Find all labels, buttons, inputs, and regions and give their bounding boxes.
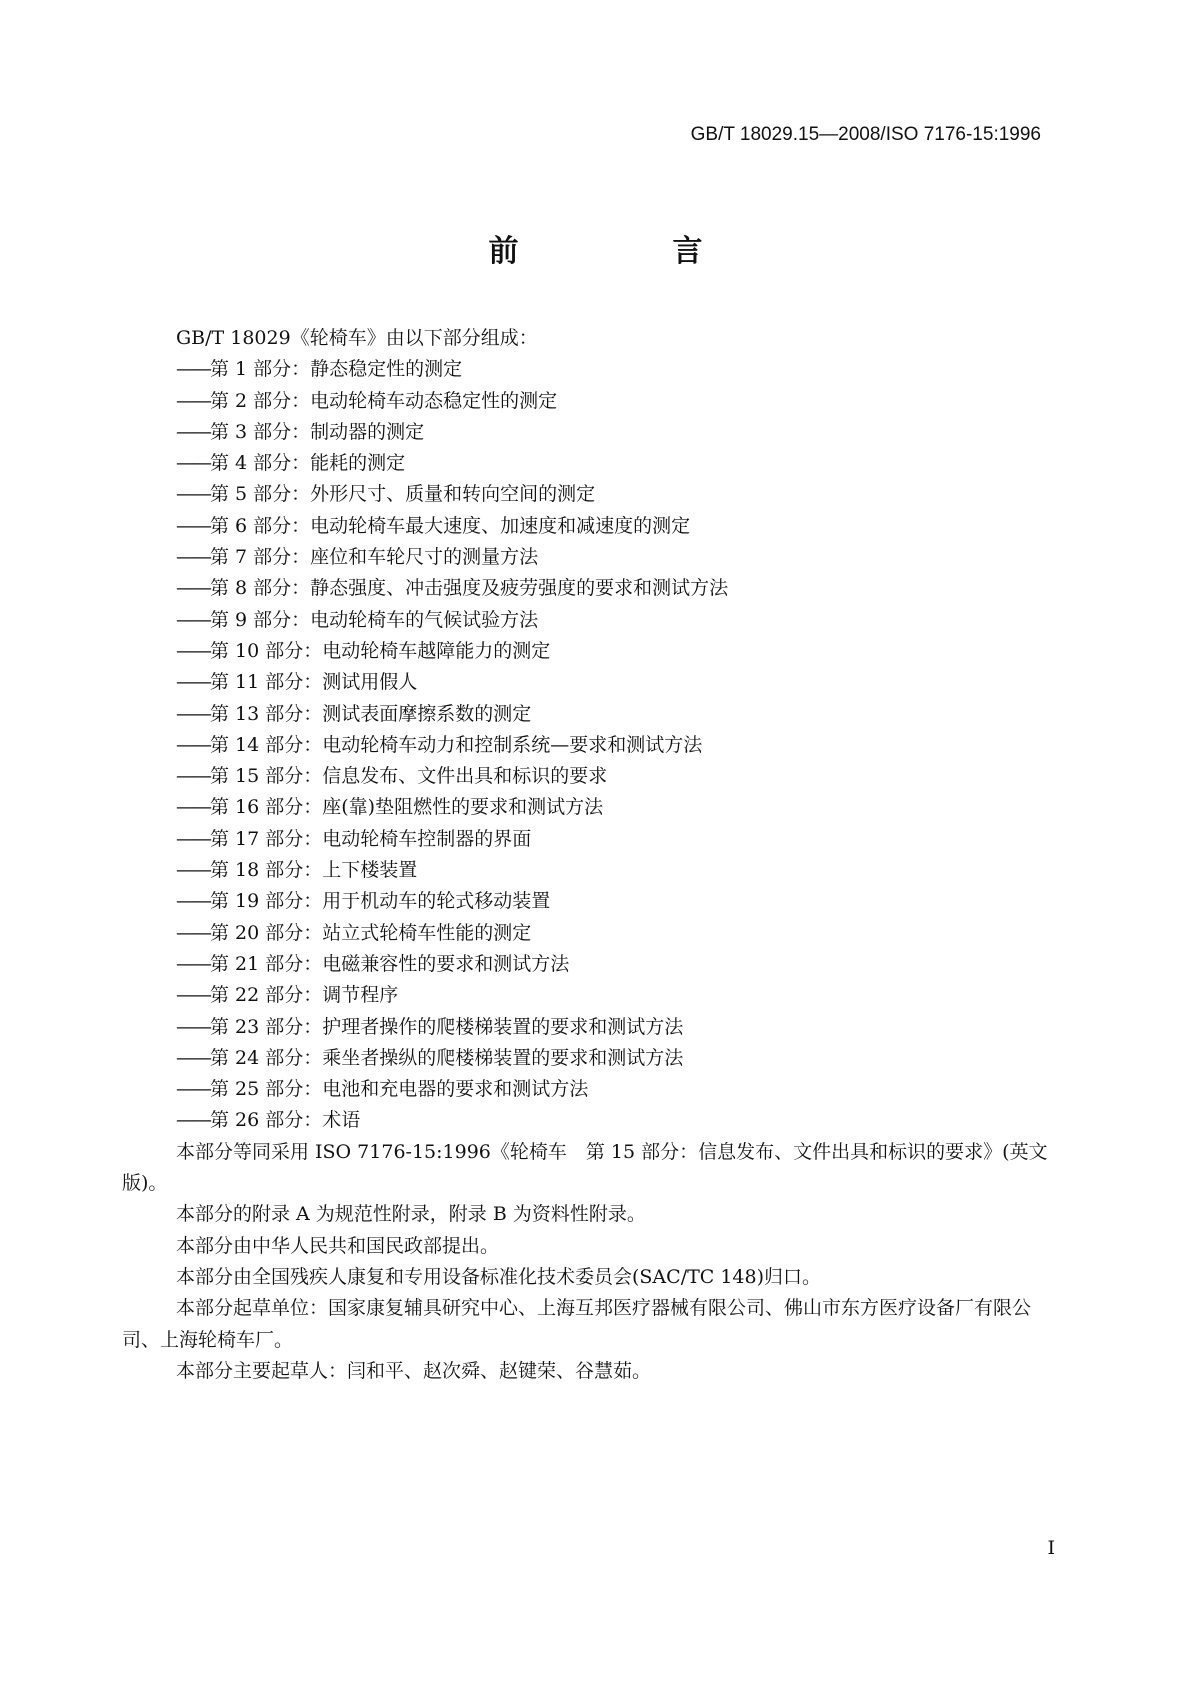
parts-list	[122, 354, 1064, 1136]
list-item	[122, 699, 1064, 730]
list-item-text: 第 10 部分：电动轮椅车越障能力的测定	[210, 639, 551, 662]
list-item	[122, 511, 1064, 542]
list-item	[122, 855, 1064, 886]
dash: ——	[176, 546, 210, 569]
dash: ——	[176, 358, 210, 381]
list-item-text: 第 3 部分：制动器的测定	[210, 420, 425, 443]
dash: ——	[176, 827, 210, 850]
list-item	[122, 949, 1064, 980]
dash: ——	[176, 1015, 210, 1038]
annex-paragraph: 本部分的附录 A 为规范性附录，附录 B 为资料性附录。	[176, 1203, 646, 1226]
dash: ——	[176, 483, 210, 506]
list-item	[122, 792, 1064, 823]
committee-paragraph: 本部分由全国残疾人康复和专用设备标准化技术委员会(SAC/TC 148)归口。	[176, 1265, 822, 1288]
list-item	[122, 1105, 1064, 1136]
dash: ——	[176, 733, 210, 756]
list-item	[122, 886, 1064, 917]
list-item	[122, 730, 1064, 761]
dash: ——	[176, 671, 210, 694]
list-item	[122, 1012, 1064, 1043]
list-item-text: 第 24 部分：乘坐者操纵的爬楼梯装置的要求和测试方法	[210, 1046, 684, 1069]
list-item-text: 第 25 部分：电池和充电器的要求和测试方法	[210, 1078, 589, 1101]
list-item-text: 第 6 部分：电动轮椅车最大速度、加速度和减速度的测定	[210, 514, 691, 537]
list-item-text: 第 13 部分：测试表面摩擦系数的测定	[210, 702, 532, 725]
dash: ——	[176, 608, 210, 631]
page-title: 前 言	[488, 234, 765, 269]
dash: ——	[176, 921, 210, 944]
list-item-text: 第 22 部分：调节程序	[210, 984, 399, 1007]
list-item	[122, 573, 1064, 604]
page-number: I	[1047, 1537, 1055, 1559]
list-item	[122, 980, 1064, 1011]
list-item-text: 第 5 部分：外形尺寸、质量和转向空间的测定	[210, 483, 596, 506]
drafting-units-paragraph: 本部分起草单位：国家康复辅具研究中心、上海互邦医疗器械有限公司、佛山市东方医疗设备厂有限公司、上海轮椅车厂。	[122, 1297, 1032, 1351]
list-item-text: 第 7 部分：座位和车轮尺寸的测量方法	[210, 546, 539, 569]
list-item	[122, 605, 1064, 636]
list-item-text: 第 14 部分：电动轮椅车动力和控制系统—要求和测试方法	[210, 733, 703, 756]
dash: ——	[176, 890, 210, 913]
dash: ——	[176, 1078, 210, 1101]
list-item-text: 第 16 部分：座(靠)垫阻燃性的要求和测试方法	[210, 796, 604, 819]
list-item-text: 第 2 部分：电动轮椅车动态稳定性的测定	[210, 389, 558, 412]
list-item	[122, 542, 1064, 573]
dash: ——	[176, 796, 210, 819]
list-item	[122, 918, 1064, 949]
list-item	[122, 761, 1064, 792]
list-item-text: 第 21 部分：电磁兼容性的要求和测试方法	[210, 952, 570, 975]
dash: ——	[176, 1046, 210, 1069]
dash: ——	[176, 984, 210, 1007]
adoption-paragraph: 本部分等同采用 ISO 7176-15:1996《轮椅车 第 15 部分：信息发布、文件出具和标识的要求》(英文版)。	[122, 1140, 1048, 1195]
dash: ——	[176, 577, 210, 600]
dash: ——	[176, 702, 210, 725]
drafters-paragraph: 本部分主要起草人：闫和平、赵次舜、赵键荣、谷慧茹。	[176, 1359, 652, 1382]
dash: ——	[176, 420, 210, 443]
list-item-text: 第 8 部分：静态强度、冲击强度及疲劳强度的要求和测试方法	[210, 577, 729, 600]
dash: ——	[176, 639, 210, 662]
list-item	[122, 386, 1064, 417]
list-item-text: 第 18 部分：上下楼装置	[210, 859, 418, 882]
list-item-text: 第 1 部分：静态稳定性的测定	[210, 358, 463, 381]
dash: ——	[176, 952, 210, 975]
list-item-text: 第 23 部分：护理者操作的爬楼梯装置的要求和测试方法	[210, 1015, 684, 1038]
list-item-text: 第 17 部分：电动轮椅车控制器的界面	[210, 827, 532, 850]
dash: ——	[176, 1109, 210, 1132]
list-item	[122, 448, 1064, 479]
list-item-text: 第 11 部分：测试用假人	[210, 671, 418, 694]
list-item-text: 第 20 部分：站立式轮椅车性能的测定	[210, 921, 532, 944]
dash: ——	[176, 452, 210, 475]
list-item-text: 第 26 部分：术语	[210, 1109, 361, 1132]
dash: ——	[176, 859, 210, 882]
list-item	[122, 417, 1064, 448]
proposer-paragraph: 本部分由中华人民共和国民政部提出。	[176, 1234, 500, 1257]
dash: ——	[176, 765, 210, 788]
list-item	[122, 1043, 1064, 1074]
list-item-text: 第 19 部分：用于机动车的轮式移动装置	[210, 890, 551, 913]
list-item	[122, 824, 1064, 855]
list-item	[122, 667, 1064, 698]
list-item-text: 第 9 部分：电动轮椅车的气候试验方法	[210, 608, 539, 631]
dash: ——	[176, 514, 210, 537]
list-item	[122, 636, 1064, 667]
standard-number: GB/T 18029.15—2008/ISO 7176-15:1996	[690, 124, 1041, 145]
dash: ——	[176, 389, 210, 412]
list-item-text: 第 4 部分：能耗的测定	[210, 452, 406, 475]
intro-paragraph: GB/T 18029《轮椅车》由以下部分组成：	[176, 327, 538, 349]
list-item-text: 第 15 部分：信息发布、文件出具和标识的要求	[210, 765, 608, 788]
list-item	[122, 479, 1064, 510]
foreword-body	[122, 323, 1064, 1387]
list-item	[122, 354, 1064, 385]
list-item	[122, 1074, 1064, 1105]
